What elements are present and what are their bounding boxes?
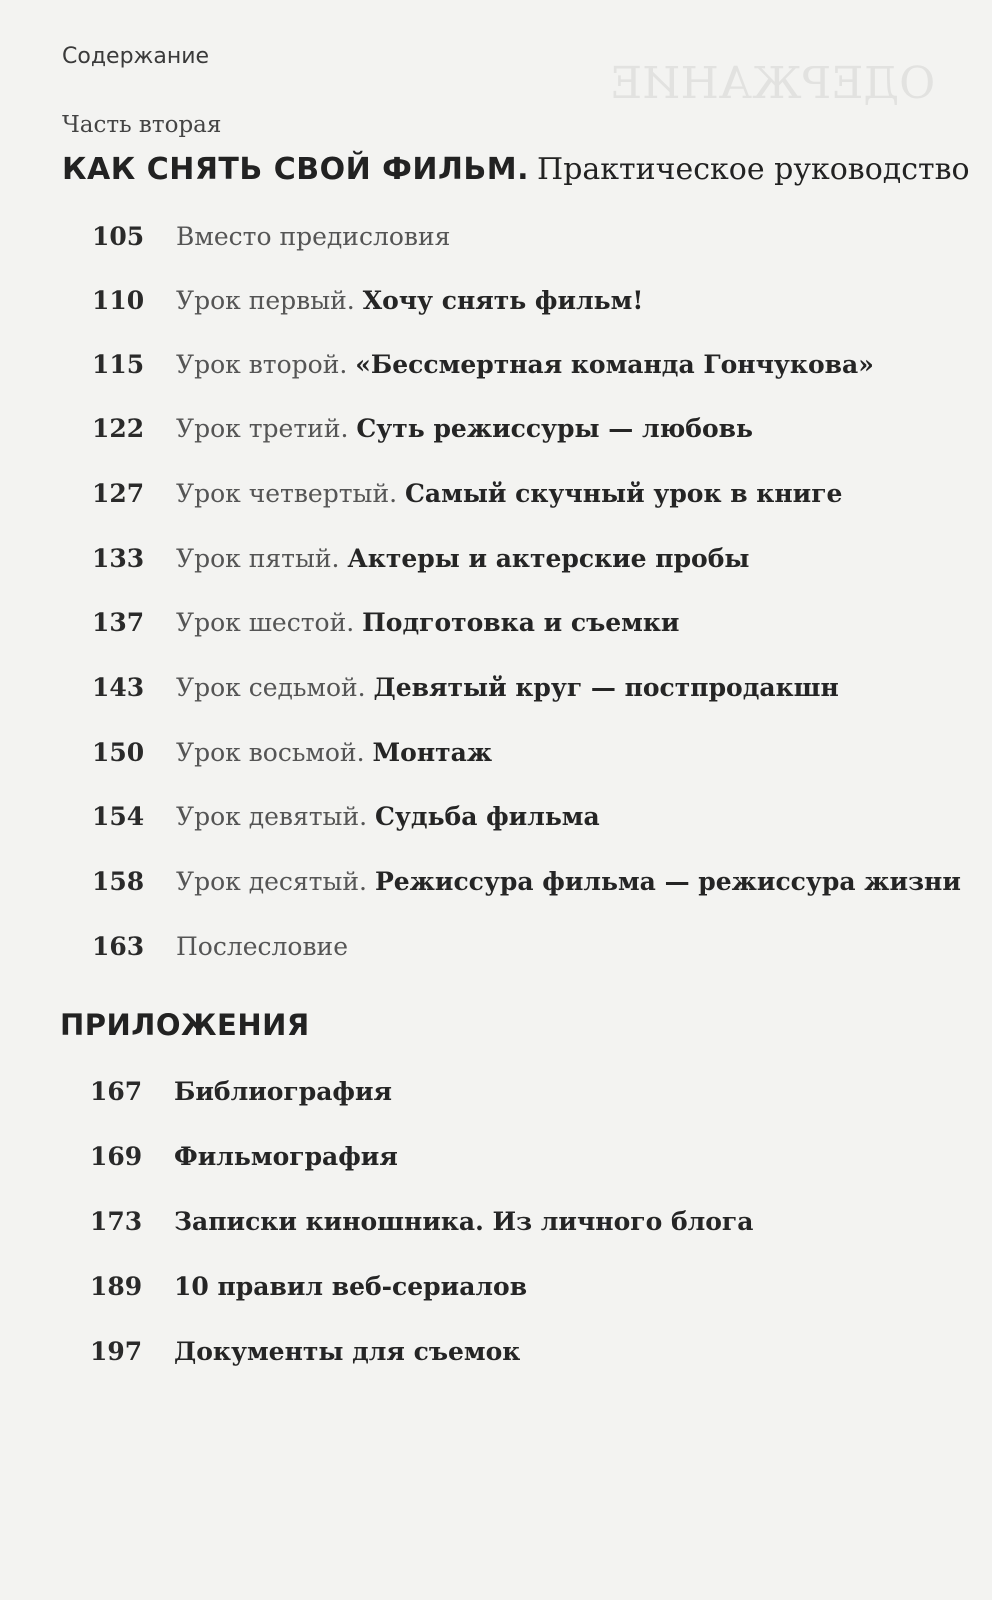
toc-entry[interactable] [90,1267,527,1307]
toc-entry[interactable] [92,217,450,257]
toc-entry[interactable] [92,474,842,514]
show-through-text: ОДЕРЖАНИЕ [610,58,936,109]
toc-entry[interactable] [92,409,753,449]
entry-title: Суть режиссуры — любовь [356,414,753,443]
lesson-label: Урок третий. [176,414,357,443]
part-title [62,152,970,187]
entry-title: Послесловие [176,932,348,961]
toc-entry[interactable] [92,603,679,643]
page-number: 173 [90,1207,143,1236]
toc-entry[interactable] [92,539,749,579]
entry-title: Актеры и актерские пробы [347,544,750,573]
toc-entry[interactable] [90,1137,398,1177]
page-number: 154 [92,802,145,831]
toc-entry[interactable] [92,668,839,708]
toc-entry[interactable] [92,345,874,385]
page-number: 167 [90,1077,143,1106]
part-label: Часть вторая [62,112,222,138]
toc-entry[interactable] [92,281,643,321]
page-number: 133 [92,544,145,573]
page-number: 163 [92,932,145,961]
entry-title: Вместо предисловия [176,222,451,251]
running-head: Содержание [62,44,210,69]
lesson-label: Урок шестой. [176,608,363,637]
entry-title: «Бессмертная команда Гончукова» [355,350,874,379]
part-title-bold: КАК СНЯТЬ СВОЙ ФИЛЬМ. [62,152,530,187]
entry-title: Библиография [174,1077,392,1106]
page-number: 143 [92,673,145,702]
page-number: 122 [92,414,145,443]
toc-entry[interactable] [92,862,961,902]
page-number: 150 [92,738,145,767]
lesson-label: Урок восьмой. [176,738,373,767]
entry-title: 10 правил веб-сериалов [174,1272,528,1301]
entry-title: Записки киношника. Из личного блога [174,1207,754,1236]
lesson-label: Урок седьмой. [176,673,374,702]
lesson-label: Урок четвертый. [176,479,406,508]
lesson-label: Урок девятый. [176,802,376,831]
page-number: 197 [90,1337,143,1366]
lesson-label: Урок второй. [176,350,356,379]
page-number: 127 [92,479,145,508]
page-number: 137 [92,608,145,637]
entry-title: Документы для съемок [174,1337,521,1366]
entry-title: Фильмография [174,1142,398,1171]
toc-entry[interactable] [92,797,600,837]
part-title-subtitle: Практическое руководство [537,152,970,187]
entry-title: Девятый круг — постпродакшн [373,673,839,702]
toc-entry[interactable] [92,927,348,967]
toc-entry[interactable] [90,1202,753,1242]
entry-title: Судьба фильма [375,802,600,831]
toc-entry[interactable] [90,1332,520,1372]
entry-title: Монтаж [372,738,493,767]
page-number: 158 [92,867,145,896]
lesson-label: Урок первый. [176,286,363,315]
toc-entry[interactable] [90,1072,392,1112]
page-number: 105 [92,222,145,251]
entry-title: Хочу снять фильм! [362,286,644,315]
lesson-label: Урок десятый. [176,867,375,896]
page-number: 189 [90,1272,143,1301]
lesson-label: Урок пятый. [176,544,348,573]
entry-title: Подготовка и съемки [362,608,680,637]
page-number: 110 [92,286,145,315]
entry-title: Самый скучный урок в книге [405,479,843,508]
entry-title: Режиссура фильма — режиссура жизни [374,867,961,896]
appendices-heading: ПРИЛОЖЕНИЯ [60,1008,310,1042]
page-number: 169 [90,1142,143,1171]
page-number: 115 [92,350,145,379]
toc-entry[interactable] [92,733,492,773]
